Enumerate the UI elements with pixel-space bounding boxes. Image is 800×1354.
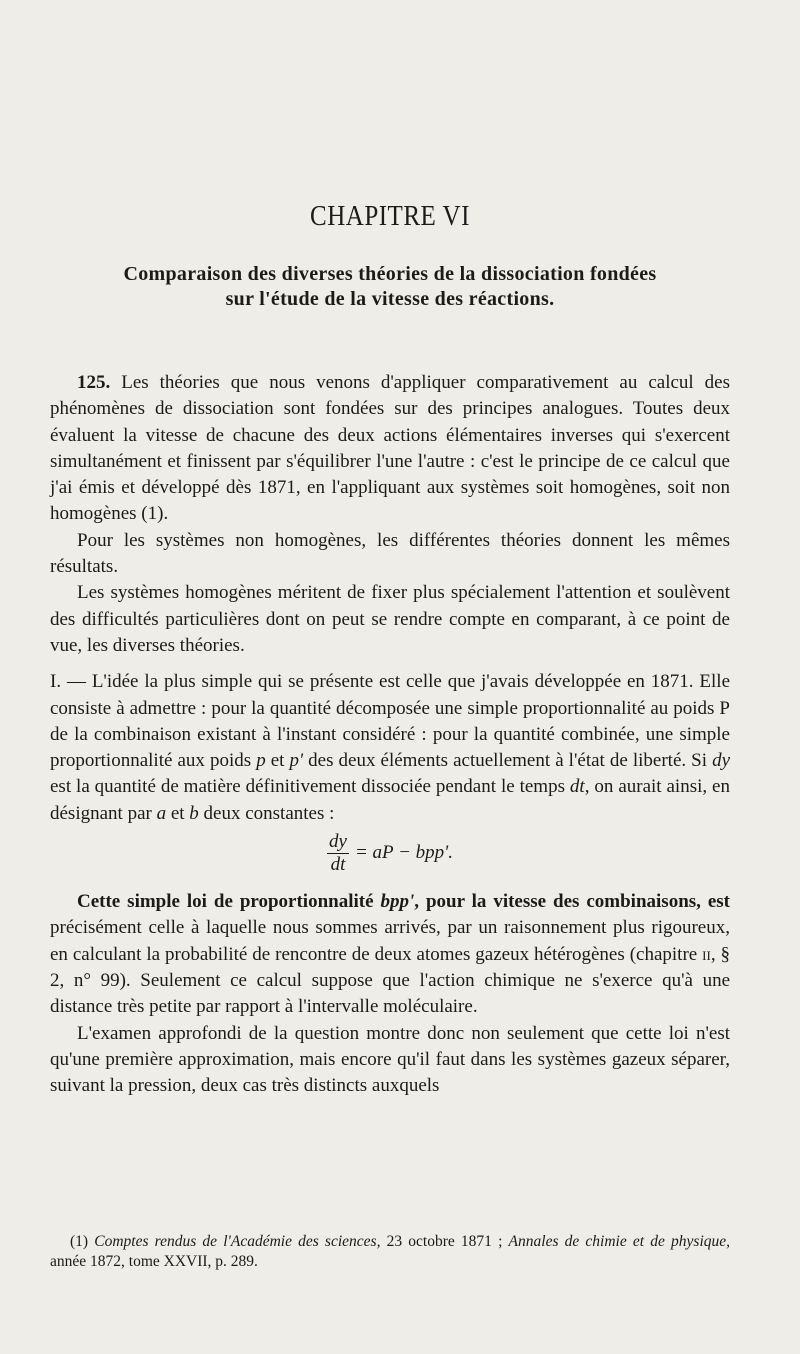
formula-rhs: = aP − bpp'. — [354, 842, 453, 864]
paragraph-125 — [50, 370, 730, 528]
subtitle-line-2: sur l'étude de la vitesse des réactions. — [225, 288, 555, 310]
paragraph-examination: L'examen approfondi de la question montre donc non seulement que cette loi n'est qu'une première approximation, mais encore qu'il faut dans les systèmes gazeux séparer, suivant la pression, deux cas très distincts auxquels — [50, 1022, 730, 1097]
paragraph-non-homogeneous: Pour les systèmes non homogènes, les différentes théories donnent les mêmes résultats. — [50, 529, 730, 578]
book-page — [50, 0, 730, 1354]
body-text — [50, 370, 730, 1099]
part-label: I. — [50, 671, 62, 693]
paragraph-proportionality: Cette simple loi de proportionnalité bpp', pour la vitesse des combinaisons, est précisément celle à laquelle nous sommes arrivés, par un raisonnement plus rigoureux, en calculant la probabilité de rencontre de deux atomes gazeux hétérogènes (chapitre ii, § 2, n° 99). Seulement ce calcul suppose que l'action chimique ne s'exerce qu'à une distance très petite par rapport à l'intervalle moléculaire. — [50, 891, 730, 1018]
formula-denominator: dt — [330, 854, 346, 876]
rate-formula — [50, 831, 730, 883]
chapter-subtitle — [50, 262, 730, 312]
section-number: 125. — [77, 372, 111, 393]
footnote-mark: (1) — [70, 1233, 89, 1250]
subtitle-line-1: Comparaison des diverses théories de la dissociation fondées — [123, 263, 657, 285]
paragraph-part-1: I. — L'idée la plus simple qui se présente est celle que j'avais développée en 1871. Elle consiste à admettre : pour la quantité décomposée une simple proportionnalité au poids P de la combinaison existant à l'instant considéré : pour la quantité combinée, une simple proportionnalité aux poids p et p' des deux éléments actuellement à l'état de liberté. Si dy est la quantité de matière définitivement dissociée pendant le temps dt, on aurait ainsi, en désignant par a et b deux constantes : — [50, 671, 731, 824]
paragraph-125-text: Les théories que nous venons d'appliquer comparativement au calcul des phénomènes de dissociation sont fondées sur des principes analogues. Toutes deux évaluent la vitesse de chacune des deux actions élémentaires inverses qui s'exercent simultanément et finissent par s'équilibrer l'une l'autre : c'est le principe de ce calcul que j'ai émis et développé dès 1871, en l'appliquant aux systèmes soit homogènes, soit non homogènes (1). — [50, 372, 730, 525]
formula-numerator: dy — [329, 831, 347, 853]
chapter-title: CHAPITRE VI — [310, 201, 470, 232]
formula-fraction — [327, 831, 349, 876]
footnote: (1) Comptes rendus de l'Académie des sciences, 23 octobre 1871 ; Annales de chimie et de physique, année 1872, tome XXVII, p. 289. — [50, 1233, 731, 1270]
paragraph-homogeneous: Les systèmes homogènes méritent de fixer plus spécialement l'attention et soulèvent des difficultés particulières dont on peut se rendre compte en comparant, à ce point de vue, les diverses théories. — [50, 582, 730, 656]
